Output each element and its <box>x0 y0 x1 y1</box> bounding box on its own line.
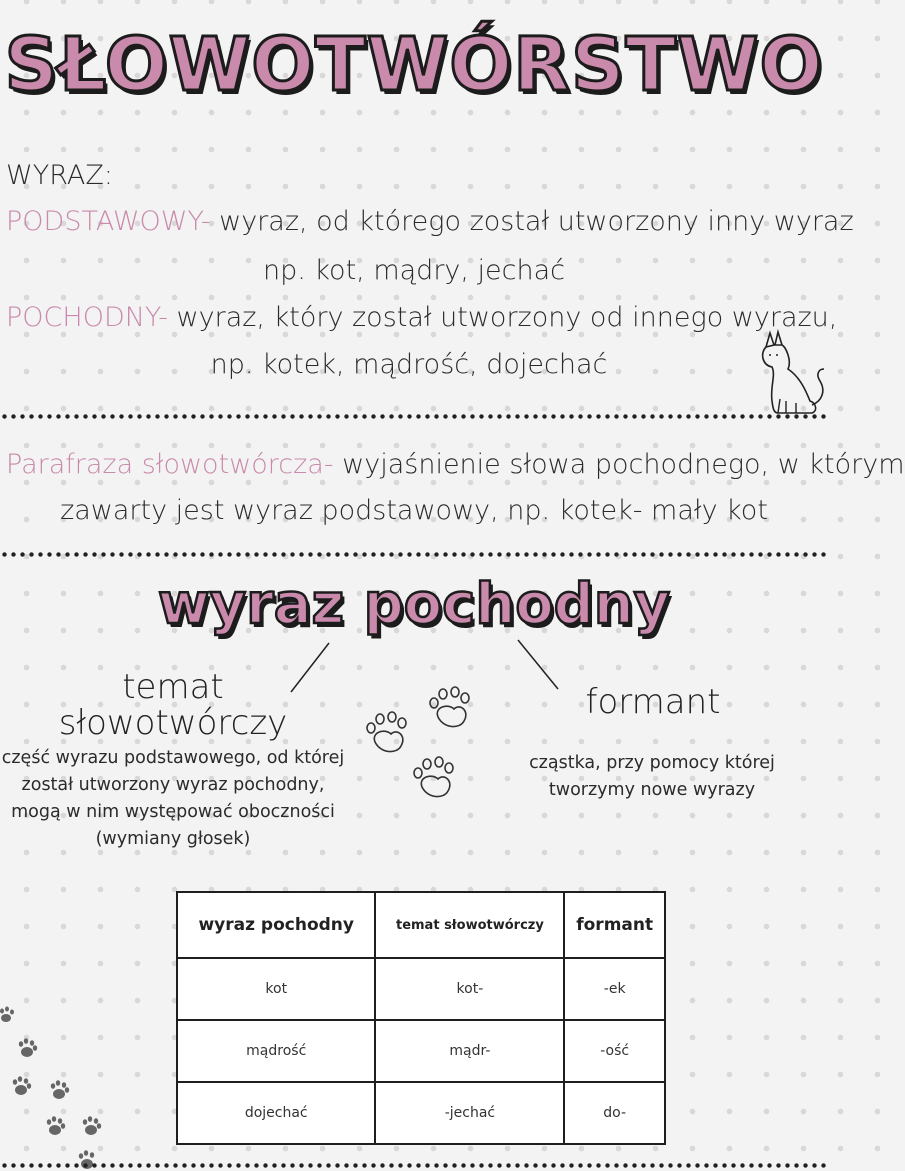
podstawowy-term: PODSTAWOWY- <box>6 206 211 237</box>
paw-prints-icon <box>358 683 488 809</box>
temat-heading-line2: słowotwórczy <box>58 702 288 743</box>
table-cell: kot- <box>375 958 564 1020</box>
pochodny-text: wyraz, który został utworzony od innego wyrazu, <box>167 302 838 333</box>
table-cell: kot <box>177 958 375 1020</box>
table-row <box>177 1020 665 1082</box>
table-cell: mądrość <box>177 1020 375 1082</box>
parafraza-line2: zawarty jest wyraz podstawowy, np. kotek- mały kot <box>60 495 768 526</box>
table-cell: do- <box>564 1082 665 1144</box>
wyraz-label: WYRAZ: <box>6 160 113 191</box>
temat-heading <box>50 667 296 743</box>
table-cell: -ek <box>564 958 665 1020</box>
table-cell: -jechać <box>375 1082 564 1144</box>
formant-description <box>510 750 794 804</box>
table-header-row <box>177 892 665 958</box>
podstawowy-text: wyraz, od którego został utworzony inny wyraz <box>210 206 854 237</box>
formant-desc-line: tworzymy nowe wyrazy <box>548 780 756 801</box>
formant-heading: formant <box>585 682 721 722</box>
temat-desc-line: został utworzony wyraz pochodny, <box>21 775 325 796</box>
parafraza-term: Parafraza słowotwórcza- <box>6 449 334 480</box>
parafraza-text: wyjaśnienie słowa pochodnego, w którym <box>333 449 905 480</box>
table-header: wyraz pochodny <box>177 892 375 958</box>
table-cell: mądr- <box>375 1020 564 1082</box>
formant-desc-line: cząstka, przy pomocy której <box>529 753 775 773</box>
page-title: SŁOWOTWÓRSTWO <box>4 22 824 108</box>
table-cell: dojechać <box>177 1082 375 1144</box>
table-row <box>177 958 665 1020</box>
temat-desc-line: (wymiany głosek) <box>95 829 251 850</box>
pochodny-term: POCHODNY- <box>6 302 168 333</box>
temat-heading-line1: temat <box>122 667 224 707</box>
temat-desc-line: część wyrazu podstawowego, od której <box>1 748 345 768</box>
table-row <box>177 1082 665 1144</box>
temat-desc-line: mogą w nim występować oboczności <box>11 802 335 823</box>
table-cell: -ość <box>564 1020 665 1082</box>
pochodny-example: np. kotek, mądrość, dojechać <box>210 349 608 380</box>
derivation-table <box>176 891 666 1145</box>
table-header: formant <box>564 892 665 958</box>
paw-trail-icon <box>0 1000 120 1171</box>
table-header: temat słowotwórczy <box>375 892 564 958</box>
divider <box>0 1163 828 1168</box>
temat-description <box>0 745 346 854</box>
podstawowy-example: np. kot, mądry, jechać <box>262 255 566 286</box>
section-title: wyraz pochodny <box>157 572 671 637</box>
